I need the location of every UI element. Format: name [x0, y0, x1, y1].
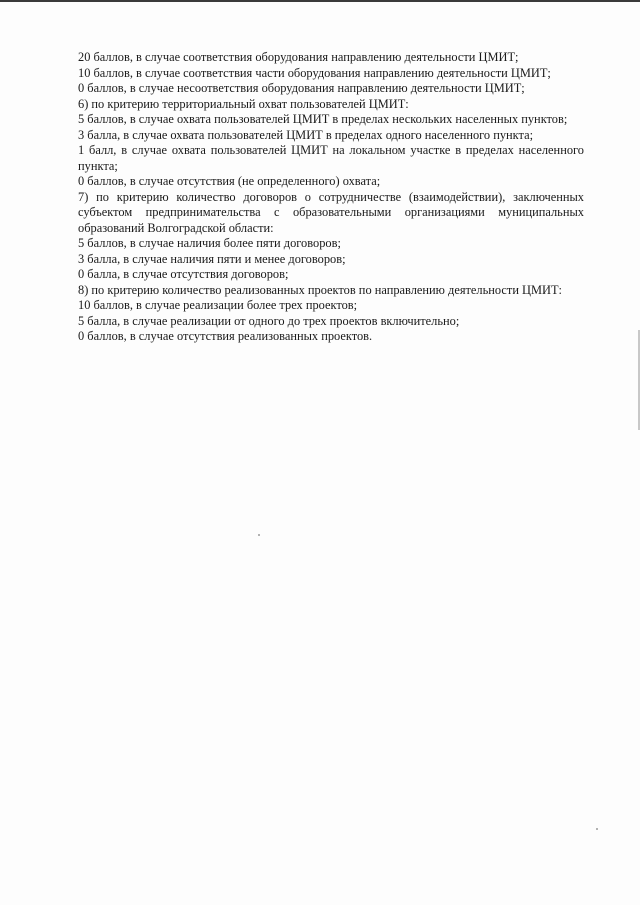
document-body — [78, 50, 584, 345]
paragraph-projects-10: 10 баллов, в случае реализации более трех проектов; — [78, 298, 358, 312]
paragraph-contracts-3: 3 балла, в случае наличия пяти и менее договоров; — [78, 251, 346, 266]
scan-top-edge — [0, 0, 640, 2]
paragraph-contracts-5: 5 баллов, в случае наличия более пяти договоров; — [78, 236, 341, 250]
paragraph-score-10: 10 баллов, в случае соответствия части оборудования направлению деятельности ЦМИТ; — [78, 65, 551, 80]
criterion-6-heading: 6) по критерию территориальный охват пользователей ЦМИТ: — [78, 96, 409, 111]
scan-speck — [258, 534, 260, 536]
scan-speck — [596, 828, 598, 830]
paragraph-coverage-3: 3 балла, в случае охвата пользователей ЦМИТ в пределах одного населенного пункта; — [78, 127, 534, 142]
paragraph-coverage-0: 0 баллов, в случае отсутствия (не определенного) охвата; — [78, 174, 381, 188]
paragraph-projects-5: 5 балла, в случае реализации от одного до трех проектов включительно; — [78, 313, 460, 328]
paragraph-coverage-5: 5 баллов, в случае охвата пользователей ЦМИТ в пределах нескольких населенных пунктов; — [78, 112, 568, 126]
paragraph-contracts-0: 0 балла, в случае отсутствия договоров; — [78, 267, 289, 281]
criterion-7-heading: 7) по критерию количество договоров о сотрудничестве (взаимодействии), заключенных субъектом предпринимательства с образовательными организациями муниципальных образований Волгоградской области: — [78, 189, 584, 235]
paragraph-score-20: 20 баллов, в случае соответствия оборудования направлению деятельности ЦМИТ; — [78, 50, 519, 64]
criterion-8-heading: 8) по критерию количество реализованных проектов по направлению деятельности ЦМИТ: — [78, 282, 562, 297]
paragraph-coverage-1: 1 балл, в случае охвата пользователей ЦМИТ на локальном участке в пределах населенного пункта; — [78, 143, 584, 173]
paragraph-projects-0: 0 баллов, в случае отсутствия реализованных проектов. — [78, 329, 373, 343]
paragraph-score-0-equipment: 0 баллов, в случае несоответствия оборудования направлению деятельности ЦМИТ; — [78, 81, 525, 95]
